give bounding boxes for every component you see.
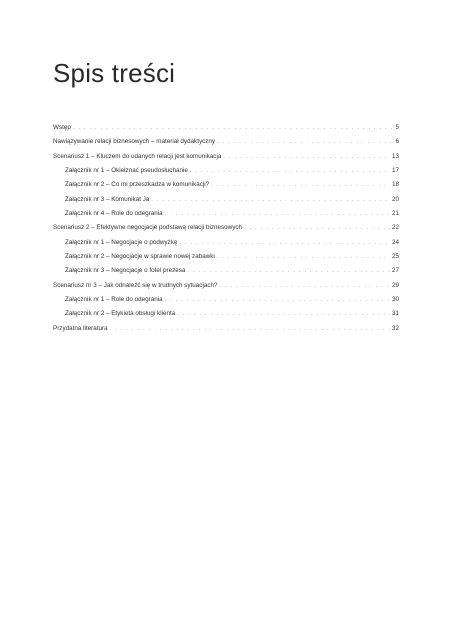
toc-entry[interactable] — [53, 250, 399, 264]
toc-entry-page-number: 24 — [391, 238, 399, 246]
toc-entry-label: Scenariusz 2 – Efektywne negocjacje podstawą relacji biznesowych — [53, 224, 243, 232]
toc-entry-page-number: 13 — [391, 152, 399, 160]
toc-entry-label: Załącznik nr 3 – Komunikat Ja — [65, 195, 150, 203]
toc-leader-dots — [244, 221, 390, 235]
toc-entry-page-number: 25 — [391, 253, 399, 261]
toc-entry-label: Załącznik nr 1 – Negocjacje o podwyżkę — [65, 238, 178, 246]
toc-entry-label: Załącznik nr 2 – Negocjacje w sprawie nowej zabawki — [65, 253, 215, 261]
page-title: Spis treści — [53, 58, 176, 88]
toc-entry-label: Nawiązywanie relacji biznesowych – materiał dydaktyczny — [53, 138, 216, 146]
toc-entry[interactable] — [53, 193, 399, 207]
table-of-contents — [53, 121, 399, 336]
toc-leader-dots — [177, 307, 390, 321]
toc-entry[interactable] — [53, 236, 399, 250]
toc-entry[interactable] — [53, 150, 399, 164]
toc-entry-page-number: 30 — [391, 296, 399, 304]
toc-entry[interactable] — [53, 264, 399, 278]
toc-leader-dots — [223, 150, 390, 164]
toc-entry-page-number: 5 — [395, 124, 399, 131]
toc-entry-page-number: 17 — [391, 167, 399, 175]
toc-entry-label: Scenariusz 1 – Kluczem do udanych relacji jest komunikacja — [53, 152, 222, 160]
toc-leader-dots — [220, 279, 390, 293]
toc-leader-dots — [110, 322, 390, 336]
toc-entry[interactable] — [53, 221, 399, 235]
toc-entry[interactable] — [53, 307, 399, 321]
toc-leader-dots — [217, 250, 390, 264]
toc-entry-label: Załącznik nr 4 – Role do odegrania — [65, 210, 163, 218]
toc-leader-dots — [179, 236, 390, 250]
toc-entry-label: Załącznik nr 2 – Etykieta obsługi klienta — [65, 310, 176, 318]
toc-entry[interactable] — [53, 322, 399, 336]
toc-entry[interactable] — [53, 178, 399, 192]
toc-entry-label: Załącznik nr 1 – Okiełznać pseudosłuchanie — [65, 167, 188, 175]
toc-leader-dots — [73, 121, 394, 135]
toc-entry[interactable] — [53, 293, 399, 307]
toc-leader-dots — [217, 135, 393, 149]
toc-entry[interactable] — [53, 135, 399, 149]
toc-entry[interactable] — [53, 164, 399, 178]
toc-entry-label: Załącznik nr 2 – Co mi przeszkadza w komunikacji? — [65, 181, 210, 189]
toc-entry[interactable] — [53, 279, 399, 293]
toc-entry-page-number: 32 — [391, 324, 399, 332]
toc-entry-label: Przydatna literatura — [53, 324, 108, 332]
toc-entry-label: Scenariusz nr 3 – Jak odnaleźć się w trudnych sytuacjach? — [53, 281, 218, 289]
toc-leader-dots — [165, 207, 390, 221]
toc-entry-page-number: 29 — [391, 281, 399, 289]
toc-entry-page-number: 31 — [391, 310, 399, 318]
toc-entry-page-number: 27 — [391, 267, 399, 275]
toc-leader-dots — [165, 293, 390, 307]
toc-leader-dots — [187, 264, 390, 278]
toc-leader-dots — [151, 193, 390, 207]
toc-entry-page-number: 18 — [391, 181, 399, 189]
toc-entry[interactable] — [53, 207, 399, 221]
toc-entry-label: Wstęp — [53, 124, 71, 131]
toc-leader-dots — [211, 178, 390, 192]
toc-leader-dots — [190, 164, 390, 178]
toc-entry-page-number: 6 — [395, 138, 399, 146]
toc-entry-page-number: 22 — [391, 224, 399, 232]
toc-entry[interactable] — [53, 121, 399, 135]
toc-entry-page-number: 20 — [391, 195, 399, 203]
toc-entry-label: Załącznik nr 1 – Role do odegrania — [65, 296, 163, 304]
toc-entry-label: Załącznik nr 3 – Negocjacje o fotel prezesa — [65, 267, 186, 275]
toc-entry-page-number: 21 — [391, 210, 399, 218]
